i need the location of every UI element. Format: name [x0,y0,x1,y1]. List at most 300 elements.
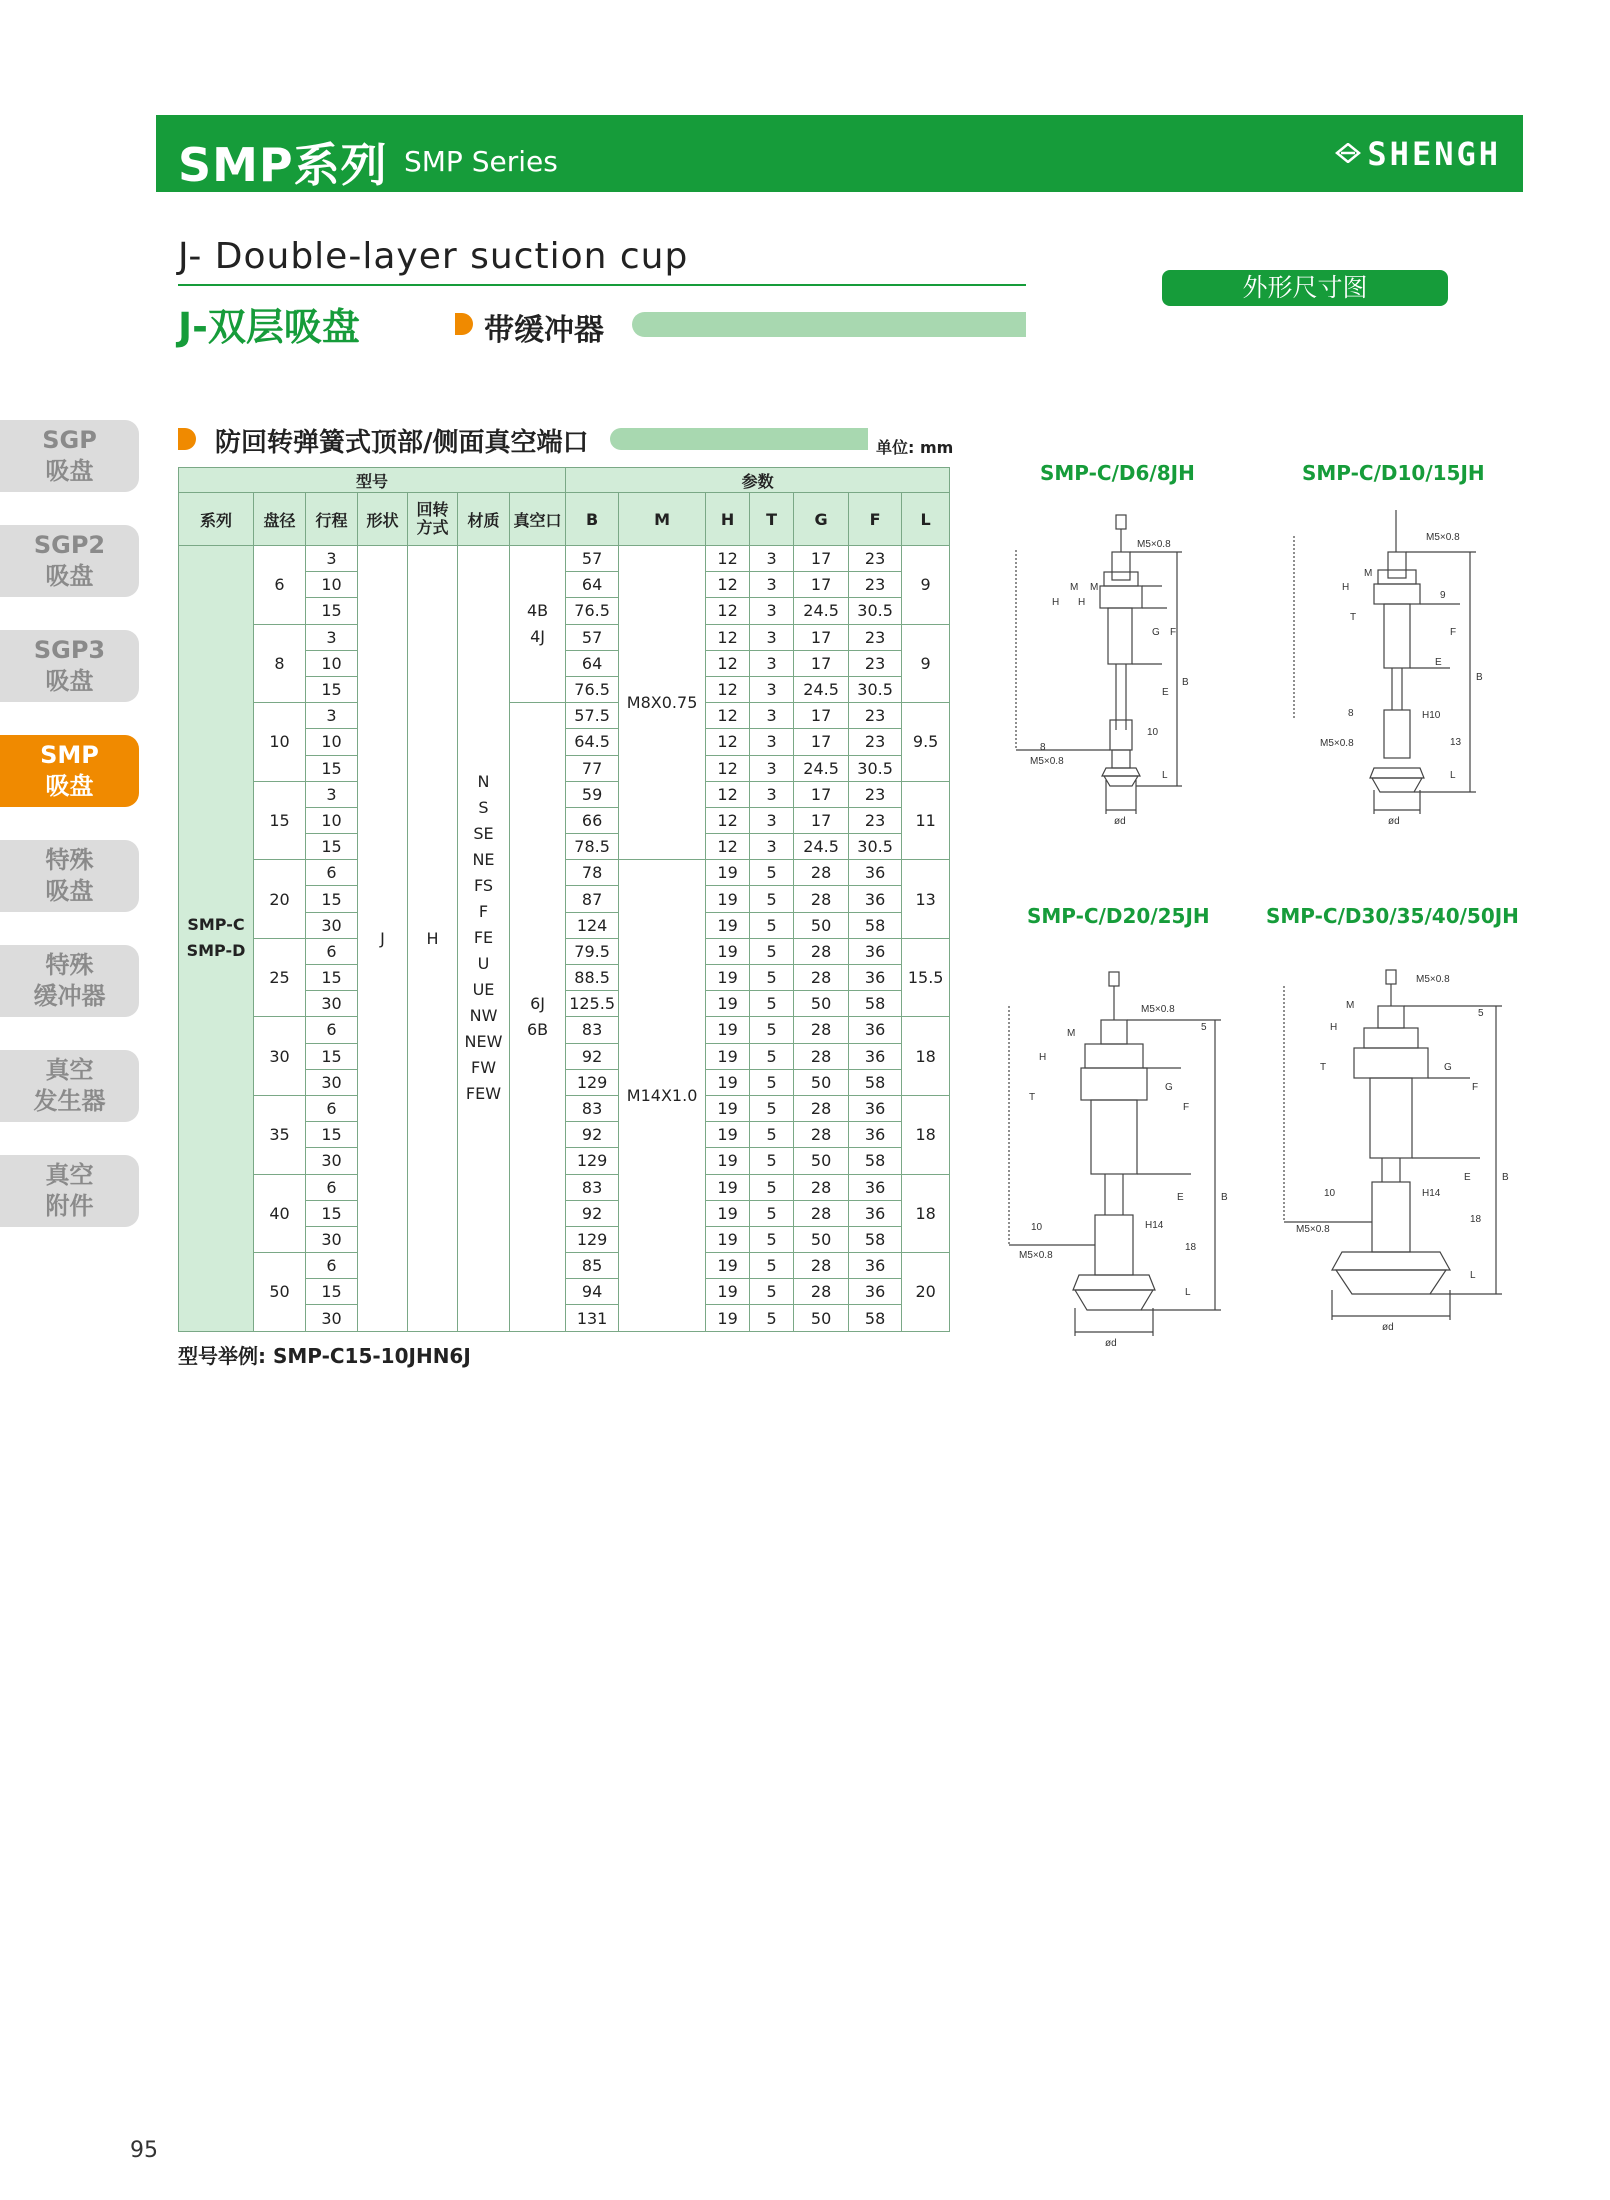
t-cell: 3 [750,729,794,755]
col-header: L [902,493,950,546]
l-cell: 18 [902,1174,950,1253]
t-cell: 3 [750,834,794,860]
f-cell: 36 [849,1174,902,1200]
stroke-cell: 30 [306,1226,358,1252]
label-h14: H14 [1422,1188,1441,1199]
spec-table-body [179,546,950,1332]
b-cell: 129 [566,1148,619,1174]
side-nav-sgp3[interactable] [0,630,139,702]
stroke-cell: 6 [306,1017,358,1043]
label-e: E [1464,1172,1471,1183]
t-cell: 5 [750,965,794,991]
f-cell: 36 [849,1122,902,1148]
f-cell: 58 [849,991,902,1017]
g-cell: 28 [794,860,849,886]
diameter-cell: 40 [254,1174,306,1253]
f-cell: 30.5 [849,834,902,860]
product-title-cn: J-双层吸盘 [178,305,360,349]
g-cell: 28 [794,1174,849,1200]
col-header: B [566,493,619,546]
label-13: 13 [1450,737,1462,748]
b-cell: 76.5 [566,598,619,624]
g-cell: 17 [794,650,849,676]
f-cell: 23 [849,781,902,807]
g-cell: 17 [794,703,849,729]
stroke-cell: 30 [306,991,358,1017]
t-cell: 5 [750,1226,794,1252]
stroke-cell: 6 [306,1174,358,1200]
label-od: ød [1114,816,1126,827]
series-title: SMP系列 [178,138,388,192]
h-cell: 19 [706,1200,750,1226]
nav-line2: 吸盘 [45,667,94,695]
b-cell: 88.5 [566,965,619,991]
stroke-cell: 10 [306,807,358,833]
col-header: 系列 [179,493,254,546]
h-cell: 12 [706,676,750,702]
h-cell: 19 [706,938,750,964]
product-title-en: J- Double-layer suction cup [178,236,689,277]
stroke-cell: 30 [306,912,358,938]
t-cell: 3 [750,546,794,572]
b-cell: 92 [566,1200,619,1226]
f-cell: 36 [849,938,902,964]
drawing-smp-d6-8 [1012,510,1242,830]
diameter-cell: 10 [254,703,306,782]
stroke-cell: 10 [306,729,358,755]
variant-label: 带缓冲器 [484,313,604,348]
h-cell: 12 [706,546,750,572]
label-m2: M [1090,582,1099,593]
stroke-cell: 6 [306,1095,358,1121]
b-cell: 57.5 [566,703,619,729]
stroke-cell: 3 [306,546,358,572]
f-cell: 23 [849,729,902,755]
g-cell: 24.5 [794,755,849,781]
label-thread-2: M5×0.8 [1296,1224,1330,1235]
drawing-title-4: SMP-C/D30/35/40/50JH [1266,904,1519,928]
label-g: G [1444,1062,1452,1073]
col-header: 回转 方式 [408,493,458,546]
f-cell: 36 [849,886,902,912]
side-nav-special-buffer[interactable] [0,945,139,1017]
label-10: 10 [1324,1188,1336,1199]
col-header: M [619,493,706,546]
label-l: L [1450,770,1456,781]
t-cell: 3 [750,650,794,676]
f-cell: 36 [849,965,902,991]
b-cell: 131 [566,1305,619,1331]
side-nav-vacuum-accessory[interactable] [0,1155,139,1227]
side-nav-special-cup[interactable] [0,840,139,912]
t-cell: 5 [750,912,794,938]
f-cell: 36 [849,1200,902,1226]
t-cell: 5 [750,1148,794,1174]
label-8: 8 [1040,742,1046,753]
label-b: B [1502,1172,1509,1183]
nav-line2: 吸盘 [45,562,94,590]
h-cell: 19 [706,1226,750,1252]
g-cell: 28 [794,1253,849,1279]
f-cell: 36 [849,1017,902,1043]
h-cell: 19 [706,1305,750,1331]
b-cell: 77 [566,755,619,781]
stroke-cell: 15 [306,1122,358,1148]
g-cell: 28 [794,1017,849,1043]
l-cell: 9.5 [902,703,950,782]
b-cell: 129 [566,1069,619,1095]
h-cell: 12 [706,807,750,833]
label-f: F [1170,627,1177,638]
nav-line1: SGP [42,426,97,454]
drawing-title-1: SMP-C/D6/8JH [1040,461,1195,485]
table-row [179,546,950,572]
col-header: H [706,493,750,546]
stroke-cell: 15 [306,1200,358,1226]
col-header: 材质 [458,493,510,546]
t-cell: 3 [750,703,794,729]
h-cell: 19 [706,1017,750,1043]
g-cell: 17 [794,546,849,572]
f-cell: 58 [849,1069,902,1095]
h-cell: 19 [706,1253,750,1279]
g-cell: 17 [794,807,849,833]
label-g: G [1152,627,1160,638]
t-cell: 5 [750,1174,794,1200]
b-cell: 94 [566,1279,619,1305]
h-cell: 12 [706,729,750,755]
col-header: 行程 [306,493,358,546]
t-cell: 5 [750,860,794,886]
nav-line1: SGP3 [33,636,106,664]
nav-line2: 附件 [45,1192,94,1220]
label-m: M [1364,568,1373,579]
drawing-smp-d30-50 [1280,960,1520,1350]
t-cell: 3 [750,807,794,833]
diameter-cell: 30 [254,1017,306,1096]
nav-line2: 吸盘 [45,877,94,905]
f-cell: 58 [849,1148,902,1174]
t-cell: 5 [750,1095,794,1121]
b-cell: 83 [566,1017,619,1043]
label-e: E [1435,657,1442,668]
diameter-cell: 35 [254,1095,306,1174]
stroke-cell: 15 [306,1043,358,1069]
diameter-cell: 6 [254,546,306,625]
label-18: 18 [1185,1242,1197,1253]
t-cell: 5 [750,1043,794,1069]
col-header: 真空口 [510,493,566,546]
col-header: 形状 [358,493,408,546]
f-cell: 36 [849,860,902,886]
b-cell: 83 [566,1095,619,1121]
side-nav-sgp[interactable] [0,420,139,492]
g-cell: 17 [794,624,849,650]
series-cell: SMP-C SMP-D [179,546,254,1332]
label-h: H [1330,1022,1338,1033]
h-cell: 12 [706,598,750,624]
t-cell: 5 [750,991,794,1017]
section-title: 防回转弹簧式顶部/侧面真空端口 [215,428,589,458]
diameter-cell: 8 [254,624,306,703]
g-cell: 28 [794,938,849,964]
diameter-cell: 20 [254,860,306,939]
group-header-params: 参数 [566,468,950,493]
b-cell: 92 [566,1122,619,1148]
b-cell: 66 [566,807,619,833]
drawing-smp-d20-25 [1005,960,1245,1350]
stroke-cell: 15 [306,1279,358,1305]
g-cell: 28 [794,1095,849,1121]
shape-cell: J [358,546,408,1332]
label-9: 9 [1440,590,1446,601]
group-header-model: 型号 [179,468,566,493]
stroke-cell: 15 [306,598,358,624]
b-cell: 125.5 [566,991,619,1017]
f-cell: 30.5 [849,755,902,781]
stroke-cell: 15 [306,834,358,860]
nav-line2: 缓冲器 [33,982,106,1010]
label-5: 5 [1201,1022,1207,1033]
label-od: ød [1388,816,1400,827]
label-10: 10 [1031,1222,1043,1233]
label-od: ød [1105,1338,1117,1349]
b-cell: 78.5 [566,834,619,860]
f-cell: 23 [849,703,902,729]
label-m: M [1346,1000,1355,1011]
h-cell: 12 [706,781,750,807]
g-cell: 50 [794,1226,849,1252]
h-cell: 12 [706,755,750,781]
label-thread-2: M5×0.8 [1320,738,1354,749]
b-cell: 59 [566,781,619,807]
t-cell: 5 [750,938,794,964]
b-cell: 124 [566,912,619,938]
label-l: L [1185,1287,1191,1298]
g-cell: 24.5 [794,676,849,702]
b-cell: 64 [566,650,619,676]
h-cell: 19 [706,1122,750,1148]
g-cell: 24.5 [794,834,849,860]
label-h2: H [1078,597,1086,608]
stroke-cell: 3 [306,703,358,729]
t-cell: 5 [750,1200,794,1226]
stroke-cell: 6 [306,938,358,964]
h-cell: 19 [706,1069,750,1095]
stroke-cell: 3 [306,624,358,650]
t-cell: 5 [750,886,794,912]
label-h: H [1342,582,1350,593]
variant-bar [632,312,1026,337]
b-cell: 57 [566,624,619,650]
series-subtitle: SMP Series [404,145,558,178]
model-example: 型号举例: SMP-C15-10JHN6J [178,1344,471,1368]
unit-label: 单位: mm [876,438,954,457]
h-cell: 19 [706,912,750,938]
label-f: F [1183,1102,1190,1113]
h-cell: 19 [706,886,750,912]
f-cell: 30.5 [849,598,902,624]
thread-cell: M8X0.75 [619,546,706,860]
stroke-cell: 3 [306,781,358,807]
nav-line2: 吸盘 [45,772,94,800]
f-cell: 36 [849,1095,902,1121]
g-cell: 50 [794,1069,849,1095]
g-cell: 50 [794,991,849,1017]
thread-cell: M14X1.0 [619,860,706,1331]
title-divider [178,284,1026,286]
h-cell: 12 [706,572,750,598]
stroke-cell: 30 [306,1148,358,1174]
l-cell: 18 [902,1095,950,1174]
g-cell: 28 [794,1122,849,1148]
port-cell: 6J 6B [510,703,566,1332]
h-cell: 19 [706,965,750,991]
label-e: E [1177,1192,1184,1203]
nav-line1: SMP [40,741,99,769]
nav-line1: 特殊 [45,846,94,874]
f-cell: 58 [849,1305,902,1331]
drawing-title-2: SMP-C/D10/15JH [1302,461,1485,485]
label-b: B [1221,1192,1228,1203]
diameter-cell: 50 [254,1253,306,1332]
label-h14: H14 [1145,1220,1164,1231]
f-cell: 23 [849,807,902,833]
side-nav-sgp2[interactable] [0,525,139,597]
header-band [156,115,1523,192]
t-cell: 3 [750,755,794,781]
stroke-cell: 6 [306,1253,358,1279]
h-cell: 19 [706,1279,750,1305]
t-cell: 5 [750,1305,794,1331]
spec-table [178,467,950,1332]
nav-line2: 吸盘 [45,457,94,485]
l-cell: 9 [902,624,950,703]
col-header: T [750,493,794,546]
l-cell: 20 [902,1253,950,1332]
f-cell: 36 [849,1043,902,1069]
label-t: T [1350,612,1357,623]
label-m: M [1067,1028,1076,1039]
nav-line1: 特殊 [45,951,94,979]
label-g: G [1165,1082,1173,1093]
g-cell: 50 [794,1148,849,1174]
l-cell: 15.5 [902,938,950,1017]
g-cell: 28 [794,1279,849,1305]
label-thread: M5×0.8 [1426,532,1460,543]
stroke-cell: 6 [306,860,358,886]
label-thread: M5×0.8 [1416,974,1450,985]
side-nav-vacuum-generator[interactable] [0,1050,139,1122]
g-cell: 28 [794,965,849,991]
drawing-title-3: SMP-C/D20/25JH [1027,904,1210,928]
label-10: 10 [1147,727,1159,738]
l-cell: 18 [902,1017,950,1096]
h-cell: 12 [706,703,750,729]
t-cell: 3 [750,781,794,807]
label-b: B [1182,677,1189,688]
t-cell: 3 [750,572,794,598]
label-od: ød [1382,1322,1394,1333]
col-header: F [849,493,902,546]
label-t: T [1320,1062,1327,1073]
logo-text: SHENGH [1367,135,1501,173]
label-thread: M5×0.8 [1137,539,1171,550]
label-f: F [1472,1082,1479,1093]
label-l: L [1162,770,1168,781]
label-e: E [1162,687,1169,698]
nav-line1: 真空 [45,1056,94,1084]
label-thread-2: M5×0.8 [1030,756,1064,767]
l-cell: 9 [902,546,950,625]
g-cell: 17 [794,572,849,598]
col-header: G [794,493,849,546]
b-cell: 64 [566,572,619,598]
t-cell: 5 [750,1253,794,1279]
b-cell: 87 [566,886,619,912]
h-cell: 12 [706,834,750,860]
label-h: H [1052,597,1060,608]
f-cell: 36 [849,1253,902,1279]
h-cell: 19 [706,1043,750,1069]
side-nav-smp[interactable] [0,735,139,807]
label-thread-2: M5×0.8 [1019,1250,1053,1261]
g-cell: 28 [794,886,849,912]
label-thread: M5×0.8 [1141,1004,1175,1015]
label-18: 18 [1470,1214,1482,1225]
nav-line1: 真空 [45,1161,94,1189]
f-cell: 23 [849,546,902,572]
dimension-badge: 外形尺寸图 [1162,270,1448,306]
diameter-cell: 25 [254,938,306,1017]
label-5: 5 [1478,1008,1484,1019]
nav-line2: 发生器 [33,1087,106,1115]
f-cell: 23 [849,624,902,650]
brand-logo [1335,135,1501,173]
stroke-cell: 15 [306,676,358,702]
b-cell: 92 [566,1043,619,1069]
h-cell: 12 [706,624,750,650]
b-cell: 57 [566,546,619,572]
t-cell: 3 [750,598,794,624]
h-cell: 19 [706,991,750,1017]
label-8: 8 [1348,708,1354,719]
t-cell: 5 [750,1279,794,1305]
diameter-cell: 15 [254,781,306,860]
table-row [179,703,950,729]
stroke-cell: 10 [306,650,358,676]
label-t: T [1029,1092,1036,1103]
f-cell: 23 [849,572,902,598]
t-cell: 5 [750,1069,794,1095]
h-cell: 19 [706,1095,750,1121]
g-cell: 50 [794,1305,849,1331]
material-cell: N S SE NE FS F FE U UE NW NEW FW FEW [458,546,510,1332]
b-cell: 129 [566,1226,619,1252]
stroke-cell: 30 [306,1069,358,1095]
l-cell: 13 [902,860,950,939]
label-h10: H10 [1422,710,1441,721]
rotation-cell: H [408,546,458,1332]
g-cell: 17 [794,781,849,807]
h-cell: 19 [706,1174,750,1200]
stroke-cell: 30 [306,1305,358,1331]
col-header: 盘径 [254,493,306,546]
variant-marker-icon [455,313,473,335]
b-cell: 78 [566,860,619,886]
b-cell: 79.5 [566,938,619,964]
f-cell: 58 [849,1226,902,1252]
